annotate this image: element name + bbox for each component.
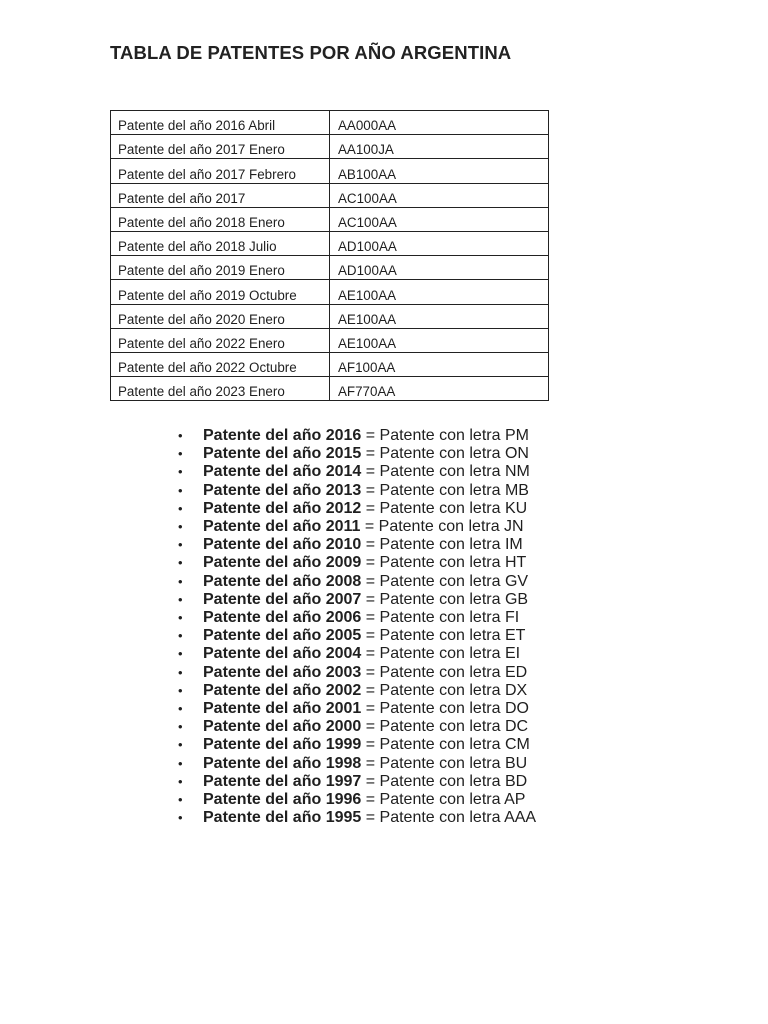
list-item	[178, 736, 536, 754]
list-item-year: Patente del año 2013	[203, 481, 362, 499]
table-row	[111, 328, 549, 352]
list-item-year: Patente del año 1999	[203, 736, 362, 754]
list-item	[178, 536, 536, 554]
list-item-year: Patente del año 2014	[203, 463, 362, 481]
list-item-letters: = Patente con letra HT	[361, 554, 527, 572]
table-cell-code: AF100AA	[330, 352, 549, 376]
table-row	[111, 183, 549, 207]
list-item-letters: = Patente con letra GB	[361, 590, 529, 608]
list-item	[178, 681, 536, 700]
list-item-year: Patente del año 2001	[203, 700, 362, 718]
table-cell-label: Patente del año 2019 Enero	[111, 256, 330, 280]
bullet-icon: •	[178, 755, 183, 771]
table-cell-label: Patente del año 2018 Julio	[111, 231, 330, 255]
list-item-letters: = Patente con letra MB	[361, 481, 529, 499]
bullet-icon: •	[178, 464, 183, 480]
list-item-year: Patente del año 2005	[203, 627, 362, 645]
bullet-icon: •	[178, 573, 183, 589]
list-item-letters: = Patente con letra DC	[361, 718, 529, 736]
list-item-letters: = Patente con letra DO	[361, 700, 529, 718]
page-title: TABLA DE PATENTES POR AÑO ARGENTINA	[110, 42, 512, 63]
bullet-icon: •	[178, 428, 183, 443]
table-cell-code: AC100AA	[330, 207, 549, 231]
table-cell-label: Patente del año 2023 Enero	[111, 377, 330, 401]
list-item-letters: = Patente con letra AP	[361, 791, 526, 809]
table-cell-label: Patente del año 2017	[111, 183, 330, 207]
table-cell-code: AA100JA	[330, 135, 549, 159]
table-cell-code: AC100AA	[330, 183, 549, 207]
list-item	[178, 700, 536, 718]
plates-table	[110, 110, 549, 401]
list-item	[178, 791, 536, 809]
list-item	[178, 754, 536, 773]
table-cell-code: AB100AA	[330, 159, 549, 183]
list-item-year: Patente del año 1996	[203, 791, 362, 809]
table-cell-code: AE100AA	[330, 280, 549, 304]
list-item-letters: = Patente con letra GV	[361, 572, 529, 590]
list-item	[178, 499, 536, 518]
list-item	[178, 463, 536, 481]
list-item-letters: = Patente con letra DX	[361, 681, 528, 699]
list-item-letters: = Patente con letra BD	[361, 772, 528, 790]
table-cell-code: AF770AA	[330, 377, 549, 401]
list-item-letters: = Patente con letra FI	[361, 609, 520, 627]
table-cell-code: AD100AA	[330, 231, 549, 255]
table-cell-label: Patente del año 2020 Enero	[111, 304, 330, 328]
list-item	[178, 718, 536, 736]
list-item-year: Patente del año 2006	[203, 609, 362, 627]
bullet-icon: •	[178, 610, 183, 626]
list-item-letters: = Patente con letra NM	[361, 463, 530, 481]
bullet-icon: •	[178, 701, 183, 717]
year-letter-list	[178, 427, 537, 827]
list-item-letters: = Patente con letra KU	[361, 499, 528, 517]
table-row	[111, 231, 549, 255]
list-item	[178, 572, 536, 591]
table-row	[111, 207, 549, 231]
list-item-letters: = Patente con letra CM	[361, 736, 530, 754]
list-item-year: Patente del año 1995	[203, 809, 362, 827]
list-item-year: Patente del año 1997	[203, 772, 362, 790]
list-item-year: Patente del año 2007	[203, 590, 362, 608]
list-item-year: Patente del año 2011	[203, 518, 361, 536]
list-item-year: Patente del año 1998	[203, 754, 362, 772]
list-item	[178, 609, 536, 627]
bullet-icon: •	[178, 482, 183, 498]
table-cell-code: AA000AA	[330, 111, 549, 135]
list-item	[178, 445, 536, 463]
table-cell-label: Patente del año 2019 Octubre	[111, 280, 330, 304]
table-cell-code: AE100AA	[330, 328, 549, 352]
bullet-icon: •	[178, 591, 183, 607]
list-item-year: Patente del año 2004	[203, 645, 362, 663]
list-item-year: Patente del año 2012	[203, 499, 362, 517]
list-item	[178, 590, 536, 609]
bullet-icon: •	[178, 737, 183, 753]
list-item	[178, 772, 536, 791]
table-row	[111, 256, 549, 280]
list-item	[178, 645, 536, 663]
bullet-icon: •	[178, 792, 183, 808]
bullet-icon: •	[178, 646, 183, 662]
table-cell-label: Patente del año 2017 Febrero	[111, 159, 330, 183]
bullet-icon: •	[178, 500, 183, 516]
list-item	[178, 809, 537, 827]
table-row	[111, 377, 549, 401]
bullet-icon: •	[178, 537, 183, 553]
table-row	[111, 304, 549, 328]
bullet-icon: •	[178, 555, 183, 571]
list-item-letters: = Patente con letra BU	[361, 754, 528, 772]
list-item	[178, 481, 536, 500]
list-item-year: Patente del año 2000	[203, 718, 362, 736]
list-item-year: Patente del año 2015	[203, 445, 362, 463]
list-item-year: Patente del año 2009	[203, 554, 362, 572]
bullet-icon: •	[178, 628, 183, 644]
list-item	[178, 627, 536, 645]
table-cell-label: Patente del año 2022 Octubre	[111, 352, 330, 376]
table-row	[111, 135, 549, 159]
bullet-icon: •	[178, 810, 183, 826]
bullet-icon: •	[178, 682, 183, 698]
list-item-year: Patente del año 2010	[203, 536, 362, 554]
bullet-icon: •	[178, 664, 183, 680]
list-item-letters: = Patente con letra IM	[361, 536, 523, 554]
list-item-year: Patente del año 2002	[203, 681, 362, 699]
list-item-year: Patente del año 2003	[203, 663, 362, 681]
table-row	[111, 159, 549, 183]
list-item-letters: = Patente con letra PM	[361, 427, 529, 444]
table-cell-label: Patente del año 2017 Enero	[111, 135, 330, 159]
table-row	[111, 111, 549, 135]
list-item-letters: = Patente con letra ED	[361, 663, 528, 681]
table-cell-label: Patente del año 2016 Abril	[111, 111, 330, 135]
list-item-letters: = Patente con letra ON	[361, 445, 529, 463]
bullet-icon: •	[178, 773, 183, 789]
list-item-year: Patente del año 2008	[203, 572, 362, 590]
bullet-icon: •	[178, 719, 183, 735]
list-item-letters: = Patente con letra AAA	[361, 809, 537, 827]
table-row	[111, 280, 549, 304]
table-cell-code: AD100AA	[330, 256, 549, 280]
table-cell-code: AE100AA	[330, 304, 549, 328]
list-item-letters: = Patente con letra EI	[361, 645, 521, 663]
bullet-icon: •	[178, 519, 183, 535]
list-item	[178, 554, 536, 572]
list-item	[178, 663, 536, 682]
table-cell-label: Patente del año 2022 Enero	[111, 328, 330, 352]
list-item	[178, 427, 536, 445]
table-row	[111, 352, 549, 376]
list-item	[178, 518, 536, 536]
bullet-icon: •	[178, 446, 183, 462]
list-item-letters: = Patente con letra JN	[360, 518, 524, 536]
list-item-letters: = Patente con letra ET	[361, 627, 526, 645]
table-cell-label: Patente del año 2018 Enero	[111, 207, 330, 231]
list-item-year: Patente del año 2016	[203, 427, 362, 444]
